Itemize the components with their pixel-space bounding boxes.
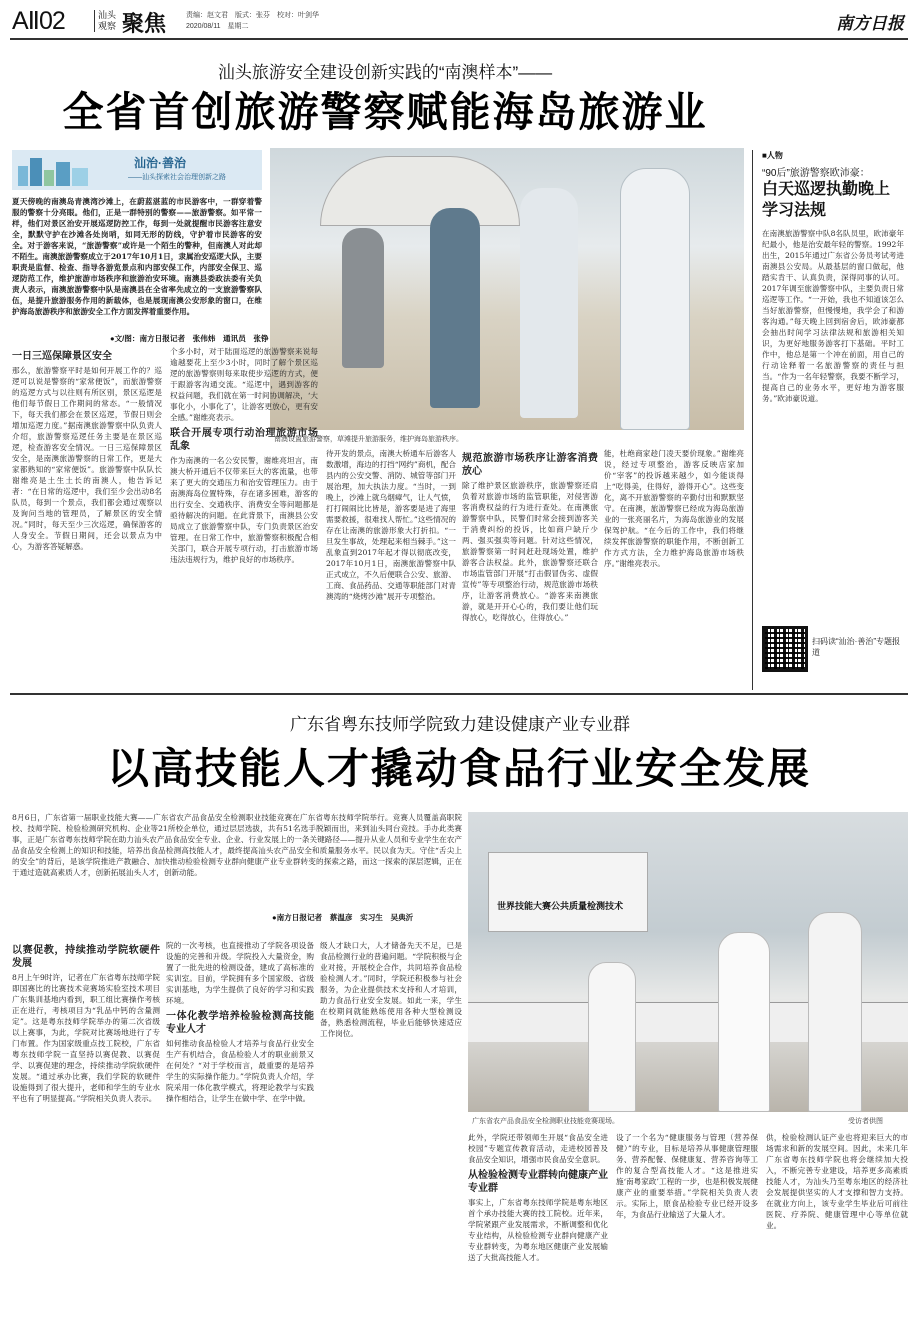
- story2-col6: [766, 1132, 908, 1312]
- sidebar-divider: [752, 150, 753, 690]
- section-name: 汕头观察: [94, 10, 116, 32]
- story1-headline: 全省首创旅游警察赋能海岛旅游业: [62, 88, 708, 136]
- body-text: 那么，旅游警察平时是如何开展工作的？巡逻可以说是警察的“家常便饭”，而旅游警察的巡逻方式与以往则有所区别，景区巡逻是他们每节假日工作期间的常态。“一般情况下，每天我们都会在景区巡逻，节假日则会增加巡逻力度。”据南澳旅游警察中队负责人介绍，旅游警察巡逻任务主要是在景区巡逻，检查游客安全情况。一日三巡保障景区安全，是南澳旅游警察的日常工作，更是大家都熟知的“家常便饭”。旅游警察中队队长谢维亮是土生土长的南澳人，他告诉记者：“在日常的巡逻中，我们至少会出动8名队员，每到一个景点，我们都会通过观察以及询问当地的管理员，了解景区的安全情况。”同时，每天至少三次巡逻，确保游客的人身安全。节假日期间，还会以景点为中心，为游客答疑解惑。: [12, 366, 162, 551]
- body-text: 级人才缺口大，人才储备先天不足，已是食品检测行业的普遍问题。“学院积极与企业对接，开展校企合作，共同培养食品检验检测人才。”同时，学院还积极参与社会服务，为企业提供技术支持和人才培训，助力食品行业安全发展。如此一来，学生在校期间就能熟练使用各种大型检测设备，熟悉检测流程，毕业后能够快速适应工作岗位。: [320, 941, 462, 1038]
- date-line: 2020/08/11 星期二: [186, 23, 249, 30]
- story-separator: [10, 693, 908, 695]
- subhead: 联合开展专项行动治理旅游市场乱象: [170, 428, 318, 452]
- person-shape: [520, 188, 578, 418]
- story2-col3: [320, 940, 462, 1310]
- story1-byline: ●文/图：南方日报记者 张伟炜 通讯员 张铮: [110, 334, 269, 343]
- sidebar-kicker: “90后”旅游警察欧沛豪：: [762, 168, 870, 179]
- story1-col4: [462, 448, 598, 686]
- story2-photo-credit: 受访者供图: [848, 1118, 883, 1125]
- story1-col5: [604, 448, 744, 686]
- story2-byline: ●南方日报记者 蔡温彦 实习生 吴典沂: [272, 913, 414, 922]
- body-text: 事实上，广东省粤东技师学院是粤东地区首个承办技能大赛的技工院校。近年来，学院紧跟产业发展需求，不断调整和优化专业结构，从检验检测专业群向健康产业专业群转变，为粤东地区健康产业发展输送了大批高技能人才。: [468, 1198, 608, 1262]
- badge-title: 汕治·善治: [134, 156, 186, 170]
- story1-col1: [12, 346, 162, 686]
- lab-banner: [488, 852, 648, 932]
- series-badge: [12, 150, 262, 190]
- story2-col1: [12, 940, 160, 1310]
- body-text: 能，杜绝商家趁门凌天要价现象。”谢维亮说，经过专项整治，游客反映店家加价“宰客”的投诉越来越少，如今能谈得上“吃得美，住得好，游得开心”。这些变化，离不开旅游警察的辛勤付出和默默坚守。在南澳，旅游警察已经成为海岛旅游业的一张亮丽名片，为海岛旅游业的发展保驾护航。“在今后的工作中，我们将继续发挥旅游警察的职能作用，不断创新工作方式方法，全力维护海岛旅游市场秩序。”谢维亮表示。: [604, 449, 744, 568]
- subhead: 一体化教学培养检验检测高技能专业人才: [166, 1011, 314, 1035]
- person-shape: [430, 208, 480, 408]
- umbrella-shape: [320, 156, 520, 226]
- subhead: 以赛促教，持续推动学院软硬件发展: [12, 945, 160, 969]
- body-text: 院的一次考核，也直接推动了学院各项设备设施的完善和升级。学院投入大量资金，购置了一批先进的检测设备，建成了高标准的实训室。目前，学院拥有多个国家级、省级实训基地，为学生提供了良好的学习和实践环境。: [166, 941, 314, 1005]
- body-text: 如何推动食品检验人才培养与食品行业安全生产有机结合，食品检验人才的职业前景又在何处？“对于学校而言，最重要的是培养学生的实际操作能力。”学院负责人介绍，学院采用一体化教学模式，将理论教学与实践操作相结合，让学生在做中学、在学中做。: [166, 1039, 314, 1103]
- story2-col5: [616, 1132, 758, 1312]
- story2-lead: 8月6日，广东省第一届职业技能大赛——广东省农产品食品安全检测职业技能竞赛在广东省粤东技师学院举行。竞赛人员覆盖高职院校、技师学院、检验检测研究机构、企业等21所校企单位，通过层层选拔，共有51名选手脱颖而出，来到汕头同台竞技。手办此类赛事，正是广东省粤东技师学院在助力汕头农产品食品安全专业、企业、行业发展上的一条关键路径——提升从业人员和专业学生在农产品食品安全检测上的知识和技能，培养出食品检测高技能人才，最终提高汕头农产品安全和质量服务水平。民以食为天。守住“舌尖上的安全”的背后，是该学院推进产教融合、加快推动检验检测专业群向健康产业专业群转变的探索之路，而这一探索的深层逻辑，正在于通过造就高素质人才，创新拓展汕头人才，创新动能。: [12, 813, 462, 877]
- person-shape: [620, 168, 690, 430]
- body-text: 除了维护景区旅游秩序，旅游警察还肩负着对旅游市场的监管职能，对侵害游客消费权益的行为进行查处。在南澳旅游警察中队，民警们时常会接到游客关于消费纠纷的投诉，比如商户缺斤少两、强买强卖等问题。针对这些情况，旅游警察第一时间赶赴现场处置，维护游客合法权益。此外，旅游警察还联合市场监管部门开展“打击假冒伪劣、虚假宣传”等专项整治行动，规范旅游市场秩序，让游客消费放心。“游客来南澳旅游，就是开开心心的，我们要让他们玩得放心，吃得放心，住得放心。”: [462, 481, 598, 622]
- banner-text: 世界技能大赛公共质量检测技术: [497, 901, 624, 911]
- masthead: [10, 4, 908, 40]
- person-shape: [588, 962, 636, 1112]
- city-icon: [18, 156, 90, 186]
- sidebar-body: 在南澳旅游警察中队8名队员里，欧沛豪年纪最小，他是治安最年轻的警察。1992年出生，2015年通过广东省公务员考试考进南澳县公安局。从最基层的窗口做起，他踏实肯干、认真负责，深得同事的认可。2017年调至旅游警察中队，主要负责日常巡逻等工作。“一开始，我也不知道该怎么当好旅游警察，但慢慢地，我学会了和游客沟通。”每天晚上回到宿舍后，欧沛豪都会抽出时间学习法律法规和旅游相关知识，为更好地服务游客打下基础。平时工作中，他总是第一个冲在前面，用自己的行动诠释着一名旅游警察的责任与担当。“作为一名年轻警察，我要不断学习，提高自己的业务水平，更好地为游客服务。”欧沛豪说道。: [762, 229, 904, 403]
- story1-photo-caption: 南澳设置旅游警察，草滩提升旅游服务，维护海岛旅游秩序。: [274, 436, 463, 443]
- sidebar-label: ■人物: [762, 151, 783, 160]
- story2-kicker: 广东省粤东技师学院致力建设健康产业专业群: [290, 715, 630, 734]
- story2-photo-caption: 广东省农产品食品安全检测职业技能竞赛现场。: [472, 1118, 619, 1125]
- sidebar-headline: 白天巡逻执勤晚上学习法规: [762, 179, 891, 219]
- qr-caption: 扫码读“汕治·善治”专题报道: [812, 637, 900, 657]
- editor-line: 责编：赵文君 版式：张芬 校对：叶剑华: [186, 12, 319, 19]
- paper-logo: 南方日报: [836, 14, 904, 34]
- story2-col2: [166, 940, 314, 1310]
- story1-lead: 夏天傍晚的南澳岛青澳湾沙滩上，在蔚蓝湛蓝的市民游客中，一群穿着警服的警察十分亮眼。他们，正是一群特别的警察——旅游警察。如平常一样，他们对景区治安开展巡逻防控工作，每到一处就提醒市民游客注意安全，默默守护在沙滩各处岗哨，如同无形的防线，守护着市民游客的安全。对于游客来说，“旅游警察”或许是一个陌生的警种，但南澳人对此却不陌生。南澳旅游警察成立于2017年10月1日，隶属治安巡逻大队，主要职责是监督、检查、指导各游览景点和内部安保工作，内部安全保卫、巡逻防范工作，维护旅游市场秩序和旅游治安环境。南澳县委政法委有关负责人表示，南澳旅游警察中队是南澳县在全省率先成立的一支旅游警察队伍，是提升旅游服务作用的新载体，也是展现南澳公安形象的窗口，在维护海岛旅游秩序和旅游安全工作方面发挥着重要作用。: [12, 197, 262, 316]
- subhead: 一日三巡保障景区安全: [12, 351, 112, 362]
- police-photo: [270, 148, 744, 430]
- qr-code[interactable]: [762, 626, 808, 672]
- story1-col3: [326, 448, 456, 686]
- editor-meta: [186, 10, 319, 32]
- story1-kicker: 汕头旅游安全建设创新实践的“南澳样本”——: [217, 63, 553, 82]
- person-shape: [808, 912, 862, 1112]
- story2-headline: 以高技能人才撬动食品行业安全发展: [106, 744, 811, 793]
- body-text: 个多小时，对于陆面巡逻的旅游警察来说每逾越要花上至少3小时，同时了解个景区巡逻的旅游警察则每来取使步巡逻的方式，便于跟游客沟通交流。“巡逻中，遇到游客的权益问题，我们就在第一时间协调解决，‘大事化小，小事化了’，让游客更放心，更有安全感。”谢维亮表示。: [170, 347, 318, 422]
- story1-col2: [170, 346, 318, 686]
- page-number: AⅡ02: [12, 7, 65, 35]
- body-text: 作为南澳的一名公安民警，谢维亮坦言，南澳大桥开通后不仅带来巨大的客流量，也带来了更大的交通压力和治安管理压力。由于南澳海岛位置特殊，存在诸多困难，游客的出行安全、交通秩序、消费安全等问题都是亟待解决的问题。在此背景下，南澳县公安局成立了旅游警察中队，专门负责景区治安管理。在日常工作中，旅游警察积极配合相关部门，联合开展专项行动，打击旅游市场违法违规行为，维护良好的市场秩序。: [170, 456, 318, 564]
- body-text: 待开发的景点，南澳大桥通车后游客人数激增，海边的打挡“网约”商机，配合县内的公安交警、消防、城管等部门开展治理，加大执法力度。“当时，一到晚上，沙滩上就乌烟瘴气，让人气愤，打打闹闹比比皆是，游客要是进了海里需要救援，很难找人帮忙。”这些情况的存在让南澳的旅游形象大打折扣。“一旦发生事故，处理起来相当棘手。”这一乱象直到2017年起才得以彻底改变，2017年10月1日，南澳旅游警察中队正式成立，不久后便联合公安、旅游、工商、食品药品、交通等职能部门对青澳湾的“烧烤沙滩”展开专项整治。: [326, 449, 456, 601]
- story2-col4: [468, 1132, 608, 1312]
- body-text: 8月上午9时许，记者在广东省粤东技师学院即国赛比的比赛技术竞赛场实验室技术项目广东集训基地内看到，职工组比赛操作考核正在进行，考核项目为“乳品中钙的含量测定”。这是粤东技师学院举办的第二次省级以上赛事，为此，学院对比赛场地进行了专门布置。作为国家级重点技工院校，广东省粤东技师学院一直坚持以赛促教、以赛促学、以赛促建的理念，持续推动学院软硬件发展。“通过承办比赛，我们学院的软硬件设施得到了很大提升，老师和学生的专业水平也有了明显提高。”学院相关负责人表示。: [12, 973, 160, 1103]
- subhead: 规范旅游市场秩序让游客消费放心: [462, 453, 598, 477]
- lab-photo: [468, 812, 908, 1112]
- person-shape: [718, 932, 770, 1112]
- column-name: 聚焦: [122, 11, 167, 36]
- subhead: 从检验检测专业群转向健康产业专业群: [468, 1170, 608, 1194]
- body-text: 供，检验检测认证产业也将迎来巨大的市场需求和新的发展空间。因此，未来几年广东省粤东技师学院也将会继续加大投入，不断完善专业建设，培养更多高素质技能人才，为汕头乃至粤东地区的经济社会发展提供坚实的人才支撑和智力支持。在就业方向上，该专业学生毕业后可前往医院、疗养院、健康管理中心等单位就业。: [766, 1133, 908, 1230]
- person-shape: [342, 228, 384, 368]
- body-text: 此外，学院还带领师生开展“食品安全进校园”专题宣传教育活动，走进校园普及食品安全知识，增强市民食品安全意识。: [468, 1133, 608, 1164]
- body-text: 设了一个名为“健康服务与管理（营养保健）”的专业，目标是培养从事健康管理服务、营养配餐、保健康复、营养咨询等工作的复合型高技能人才。“这是推进实施‘南粤家政’工程的一步，也是积极发展健康产业的重要举措。”学院相关负责人表示。实际上，原食品检验专业已经开设多年，为食品行业输送了大量人才。: [616, 1133, 758, 1219]
- badge-subtitle: ——汕头探索社会治理创新之路: [128, 174, 226, 181]
